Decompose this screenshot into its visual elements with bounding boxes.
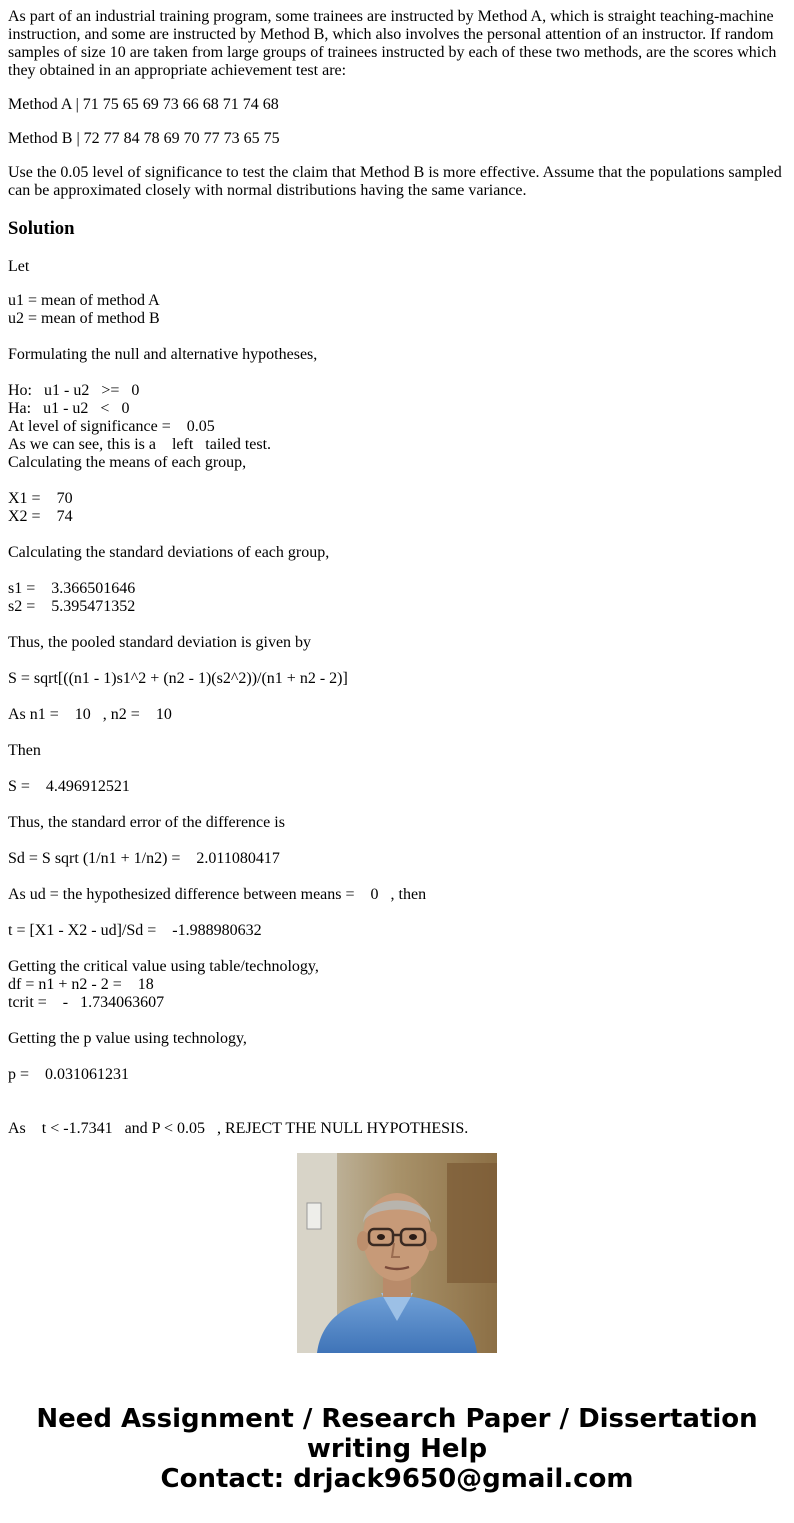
pooled-intro: Thus, the pooled standard deviation is given by: [8, 634, 312, 651]
solution-heading: Solution: [8, 218, 75, 239]
avatar-photo: [297, 1153, 497, 1353]
tail-type: As we can see, this is a left tailed test.: [8, 436, 272, 453]
sd-s2: s2 = 5.395471352: [8, 598, 136, 615]
means-intro: Calculating the means of each group,: [8, 454, 247, 471]
question-intro: As part of an industrial training program, some trainees are instructed by Method A, which is straight teaching-machine instruction, and some are instructed by Method B, which also involves the personal attention of an instructor. If random samples of size 10 are taken from large groups of trainees instructed by each of these two methods, are the scores which they obtained in an appropriate achievement test are:: [8, 8, 777, 79]
method-b-scores: Method B | 72 77 84 78 69 70 77 73 65 75: [8, 130, 280, 147]
t-critical: tcrit = - 1.734063607: [8, 994, 165, 1011]
then-text: Then: [8, 742, 41, 759]
formulating-text: Formulating the null and alternative hypotheses,: [8, 346, 318, 363]
critical-intro: Getting the critical value using table/technology,: [8, 958, 319, 975]
sd-s1: s1 = 3.366501646: [8, 580, 136, 597]
standard-error: Sd = S sqrt (1/n1 + 1/n2) = 2.011080417: [8, 850, 280, 867]
alternative-hypothesis: Ha: u1 - u2 < 0: [8, 400, 130, 417]
p-intro: Getting the p value using technology,: [8, 1030, 247, 1047]
promo-line-1: Need Assignment / Research Paper / Dissertation: [36, 1404, 758, 1434]
mean-x2: X2 = 74: [8, 508, 73, 525]
author-avatar: [297, 1153, 497, 1353]
p-value: p = 0.031061231: [8, 1066, 130, 1083]
promo-banner: [0, 1404, 794, 1494]
sample-sizes: As n1 = 10 , n2 = 10: [8, 706, 172, 723]
significance-level: At level of significance = 0.05: [8, 418, 215, 435]
se-intro: Thus, the standard error of the difference is: [8, 814, 285, 831]
truncated-conclusion: As t < -1.7341 and P < 0.05 , REJECT THE NULL HYPOTHESIS.: [8, 1120, 469, 1137]
u1-definition: u1 = mean of method A: [8, 292, 160, 309]
sd-intro: Calculating the standard deviations of each group,: [8, 544, 330, 561]
solution-body: [8, 292, 786, 1138]
t-statistic: t = [X1 - X2 - ud]/Sd = -1.988980632: [8, 922, 262, 939]
question-instruction: Use the 0.05 level of significance to test the claim that Method B is more effective. Assume that the populations sampled can be approximated closely with normal distributions having the same variance.: [8, 164, 782, 199]
null-hypothesis: Ho: u1 - u2 >= 0: [8, 382, 140, 399]
mean-x1: X1 = 70: [8, 490, 73, 507]
promo-contact: Contact: drjack9650@gmail.com: [160, 1464, 634, 1494]
promo-line-2: writing Help: [306, 1434, 488, 1464]
document-body: [8, 0, 786, 1137]
method-a-scores: Method A | 71 75 65 69 73 66 68 71 74 68: [8, 96, 279, 113]
pooled-value: S = 4.496912521: [8, 778, 130, 795]
degrees-of-freedom: df = n1 + n2 - 2 = 18: [8, 976, 154, 993]
let-paragraph: Let: [8, 258, 30, 275]
hypothesized-difference: As ud = the hypothesized difference between means = 0 , then: [8, 886, 427, 903]
pooled-formula: S = sqrt[((n1 - 1)s1^2 + (n2 - 1)(s2^2))/(n1 + n2 - 2)]: [8, 670, 348, 687]
u2-definition: u2 = mean of method B: [8, 310, 160, 327]
